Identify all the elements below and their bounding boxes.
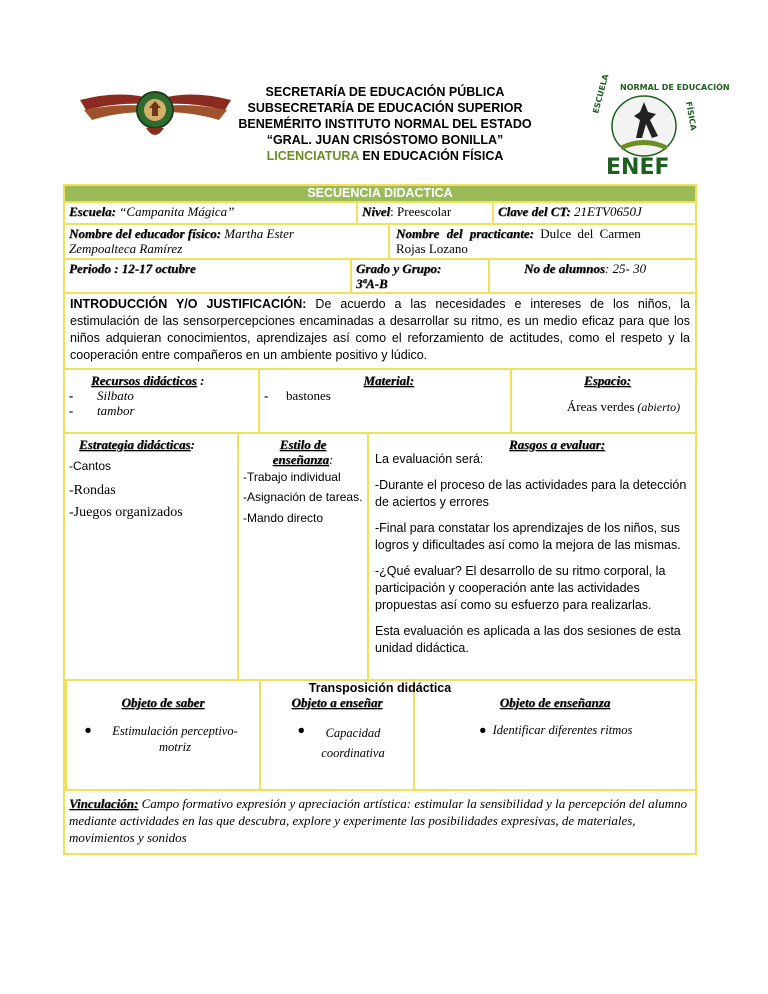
strategy-label: Estrategia didácticas	[79, 437, 191, 452]
resource-item: - tambor	[69, 403, 135, 418]
school-row	[65, 201, 695, 223]
strategy-colon: :	[190, 437, 195, 452]
practitioner-value-2: Rojas Lozano	[396, 241, 468, 256]
table-title: SECUENCIA DIDACTICA	[65, 186, 695, 201]
header-line-5	[205, 148, 565, 164]
table-title-row	[65, 186, 695, 201]
space-note: (abierto)	[634, 400, 681, 414]
material-cell	[258, 370, 510, 432]
logo-right-text: FÍSICA	[684, 100, 698, 132]
resources-colon: :	[196, 373, 205, 388]
teaching-style-item-individual: -Trabajo individual	[243, 470, 341, 484]
evaluation-sessions: Esta evaluación es aplicada a las dos sesiones de esta unidad didáctica.	[375, 624, 681, 655]
teach-object-cell	[259, 681, 413, 789]
evaluation-what: -¿Qué evaluar? El desarrollo de su ritmo corporal, la participación y cooperación ante las actividades propuestas así como su esfuerzo para realizarlas.	[375, 564, 666, 612]
level-label: Nivel	[362, 204, 391, 219]
teach-object-item: ● Capacidad coordinativa	[265, 723, 409, 763]
header-line-4: “GRAL. JUAN CRISÓSTOMO BONILLA”	[266, 133, 504, 147]
period-label: Periodo : 12-17 octubre	[69, 261, 196, 276]
ct-code-cell	[492, 203, 695, 223]
teacher-row	[65, 223, 695, 258]
teaching-style-cell	[237, 434, 367, 679]
material-label: Material:	[363, 373, 414, 388]
linkage-row	[65, 789, 695, 853]
level-value: : Preescolar	[390, 204, 452, 219]
logo-enef-text: ENEF	[606, 155, 670, 180]
strategy-item-songs: -Cantos	[69, 459, 112, 473]
students-label: No de alumnos	[524, 261, 605, 276]
school-value: “Campanita Mágica”	[115, 204, 235, 219]
header-line-2: SUBSECRETARÍA DE EDUCACIÓN SUPERIOR	[247, 101, 523, 115]
introduction-row	[65, 292, 695, 368]
knowledge-object-label: Objeto de saber	[121, 695, 205, 710]
knowledge-object-text: Estimulación perceptivo-motriz	[112, 724, 238, 754]
introduction-text: De acuerdo a las necesidades e intereses de los niños, la estimulación de las sensorpercepciones encaminadas a desarrollar su ritmo, es un medio eficaz para que los niños adquieran conocimientos, aprendizajes así como el reforzamiento de actitudes, como el respeto y la cooperación entre compañeros en un ambiente positivo y lúdico.	[70, 297, 690, 362]
material-item-label: bastones	[286, 388, 331, 403]
teacher-cell	[65, 225, 388, 258]
students-value: : 25- 30	[604, 261, 647, 276]
resources-label: Recursos didácticos	[91, 373, 197, 388]
group-value: 3ªA-B	[356, 276, 388, 291]
space-label: Espacio:	[584, 373, 631, 388]
practitioner-cell	[388, 225, 695, 258]
transposition-row	[65, 679, 695, 789]
resource-item-label: tambor	[97, 403, 135, 418]
teaching-object-text: Identificar diferentes ritmos	[492, 723, 633, 737]
level-cell	[356, 203, 492, 223]
teach-object-text: Capacidad coordinativa	[321, 726, 385, 760]
teaching-style-label-1: Estilo de	[279, 437, 327, 452]
resource-item-label: Silbato	[97, 388, 134, 403]
evaluation-final: -Final para constatar los aprendizajes de los niños, sus logros y dificultades así como la mejora de las mismas.	[375, 521, 681, 552]
header-line-1: SECRETARÍA DE EDUCACIÓN PÚBLICA	[265, 85, 505, 99]
sequence-table	[63, 184, 697, 855]
material-item: - bastones	[264, 388, 331, 403]
teacher-value-2: Zempoalteca Ramírez	[69, 241, 183, 256]
knowledge-object-item: ● Estimulación perceptivo-motriz	[71, 723, 255, 755]
space-cell	[510, 370, 695, 432]
linkage-cell	[65, 791, 695, 853]
header-licenciatura: LICENCIATURA	[266, 149, 359, 163]
resource-item: - Silbato	[69, 388, 134, 403]
teach-object-label: Objeto a enseñar	[291, 695, 383, 710]
group-cell	[350, 260, 488, 292]
group-label: Grado y Grupo:	[356, 261, 442, 276]
strategy-cell	[65, 434, 237, 679]
strategy-item-games: -Juegos organizados	[69, 505, 183, 520]
students-cell	[488, 260, 695, 292]
header-line-5-rest: EN EDUCACIÓN FÍSICA	[358, 149, 504, 163]
introduction-label: INTRODUCCIÓN Y/O JUSTIFICACIÓN:	[70, 297, 307, 311]
ct-code-value: 21ETV0650J	[570, 204, 642, 219]
linkage-text: Campo formativo expresión y apreciación artística: estimular la sensibilidad y la percepción del alumno mediante actividades en las que descubra, explore y experimente las posibilidades expresivas, de materiales, movimientos y sonidos	[69, 796, 688, 845]
introduction-cell	[65, 294, 695, 368]
practitioner-value-1: Dulce del Carmen	[533, 226, 641, 241]
period-cell	[65, 260, 350, 292]
evaluation-cell	[367, 434, 695, 679]
teacher-label: Nombre del educador físico:	[69, 226, 222, 241]
logo-arc-text: NORMAL DE EDUCACIÓN	[620, 83, 730, 92]
teaching-style-label-2: enseñanza	[272, 452, 329, 467]
logo-left-text: ESCUELA	[591, 73, 611, 115]
period-row	[65, 258, 695, 292]
header-line-3: BENEMÉRITO INSTITUTO NORMAL DEL ESTADO	[238, 117, 532, 131]
school-cell	[65, 203, 356, 223]
strategy-item-rounds: -Rondas	[69, 483, 116, 498]
teaching-style-colon: :	[329, 452, 334, 467]
teaching-object-item: ● Identificar diferentes ritmos	[479, 723, 633, 737]
ct-code-label: Clave del CT:	[498, 204, 571, 219]
evaluation-process: -Durante el proceso de las actividades para la detección de aciertos y errores	[375, 478, 687, 509]
resources-cell	[65, 370, 258, 432]
evaluation-intro: La evaluación será:	[375, 452, 484, 466]
space-value: Áreas verdes	[566, 399, 635, 414]
teacher-value-1: Martha Ester	[221, 226, 294, 241]
knowledge-object-cell	[65, 681, 259, 789]
teaching-object-label: Objeto de enseñanza	[499, 695, 611, 710]
teaching-style-item-command: -Mando directo	[243, 511, 324, 525]
resources-row	[65, 368, 695, 432]
teaching-object-cell	[413, 681, 695, 789]
linkage-label: Vinculación:	[69, 796, 139, 811]
teaching-style-item-tasks: -Asignación de tareas.	[243, 490, 363, 504]
enef-logo	[590, 73, 730, 180]
evaluation-label: Rasgos a evaluar:	[508, 437, 606, 452]
transposition-label: Transposición didáctica	[308, 681, 452, 695]
school-label: Escuela:	[69, 204, 116, 219]
document-header	[205, 84, 565, 164]
strategy-row	[65, 432, 695, 679]
practitioner-label: Nombre del practicante:	[396, 226, 534, 241]
